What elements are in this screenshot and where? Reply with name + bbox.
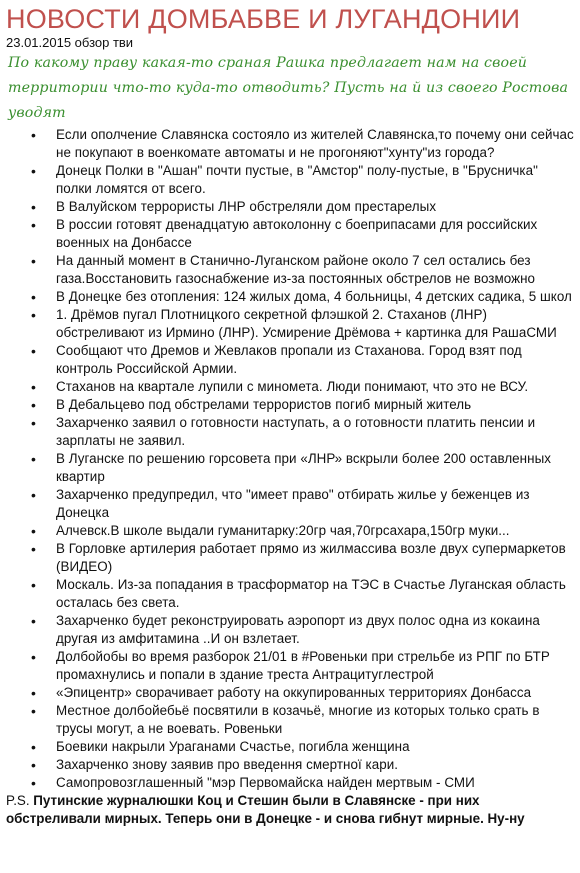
page-title: НОВОСТИ ДОМБАБВЕ И ЛУГАНДОНИИ <box>6 4 521 34</box>
list-item: • Стаханов на квартале лупили с миномета. Люди понимают, что это не ВСУ. <box>28 378 576 396</box>
list-item: • Долбойобы во время разборок 21/01 в #Ровеньки при стрельбе из РПГ по БТР промахнулись и попали в здание треста Антрацитуглестрой <box>28 648 576 684</box>
lead-quote: По какому праву какая-то сраная Рашка предлагает нам на своей территории что-то куда-то отводить? Пусть на й из своего Ростова уводят <box>8 55 569 121</box>
list-item: • Захарченко заявил о готовности наступать, а о готовности платить пенсии и зарплаты не заявил. <box>28 414 576 450</box>
list-item: • Сообщают что Дремов и Жевлаков пропали из Стаханова. Город взят под контроль Российской Армии. <box>28 342 576 378</box>
list-item: • 1. Дрёмов пугал Плотницкого секретной флэшкой 2. Стаханов (ЛНР) обстреливают из Ирмино (ЛНР). Усмирение Дрёмова + картинка для РашаСМИ <box>28 306 576 342</box>
list-item: • Захарченко будет реконструировать аэропорт из двух полос одна из кокаина другая из амфитамина ..И он взлетает. <box>28 612 576 648</box>
list-item: • Донецк Полки в "Ашан" почти пустые, в "Амстор" полу-пустые, в "Брусничка" полки ломятся от всего. <box>28 162 576 198</box>
list-item: • Москаль. Из-за попадания в трасформатор на ТЭС в Счастье Луганская область осталась без света. <box>28 576 576 612</box>
list-item: • Захарченко предупредил, что "имеет право" отбирать жилье у беженцев из Донецка <box>28 486 576 522</box>
postscript-text: Путинские журналюшки Коц и Стешин были в Славянске - при них обстреливали мирных. Теперь они в Донецке - и снова гибнут мирные. Ну-ну <box>6 793 525 826</box>
list-item: • В Горловке артилерия работает прямо из жилмассива возле двух супермаркетов (ВИДЕО) <box>28 540 576 576</box>
list-item: • «Эпицентр» сворачивает работу на оккупированных территориях Донбасса <box>28 684 576 702</box>
postscript-prefix: P.S. <box>6 793 34 808</box>
list-item: • Захарченко знову заявив про введення смертної кари. <box>28 756 576 774</box>
list-item: • Алчевск.В школе выдали гуманитарку:20гр чая,70грсахара,150гр муки... <box>28 522 576 540</box>
list-item: • В Валуйском террористы ЛНР обстреляли дом престарелых <box>28 198 576 216</box>
list-item: • На данный момент в Станично-Луганском районе около 7 сел остались без газа.Восстановить газоснабжение из-за постоянных обстрелов не возможно <box>28 252 576 288</box>
list-item: • Если ополчение Славянска состояло из жителей Славянска,то почему они сейчас не покупают в военкомате автоматы и не прогоняют"хунту"из города? <box>28 126 576 162</box>
post-date: 23.01.2015 обзор тви <box>6 35 134 50</box>
list-item: • Местное долбойебьё посвятили в козачьё, многие из которых только срать в трусы могут, а не воевать. Ровеньки <box>28 702 576 738</box>
postscript <box>6 792 576 828</box>
list-item: • В Дебальцево под обстрелами террористов погиб мирный житель <box>28 396 576 414</box>
list-item: • Боевики накрыли Ураганами Счастье, погибла женщина <box>28 738 576 756</box>
news-list <box>6 126 576 792</box>
list-item: • Самопровозглашенный "мэр Первомайска найден мертвым - СМИ <box>28 774 576 792</box>
list-item: • В Донецке без отопления: 124 жилых дома, 4 больницы, 4 детских садика, 5 школ <box>28 288 576 306</box>
list-item: • В Луганске по решению горсовета при «ЛНР» вскрыли более 200 оставленных квартир <box>28 450 576 486</box>
list-item: • В россии готовят двенадцатую автоколонну с боеприпасами для российских военных на Донбассе <box>28 216 576 252</box>
